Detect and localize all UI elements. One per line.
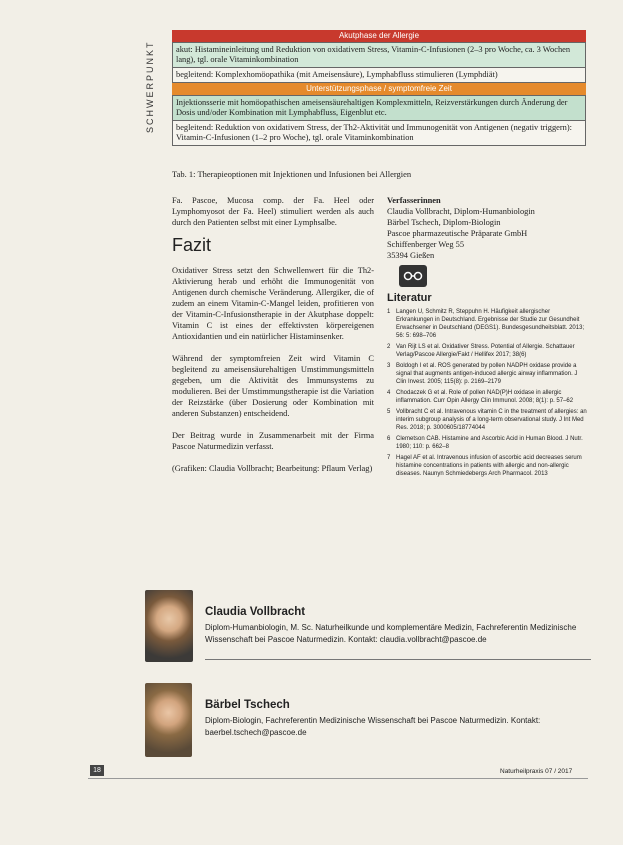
list-item: 4 Chodaczek G et al. Role of pollen NAD(P)H oxidase in allergic inflammation. Curr Opin Allergy Clin Immunol. 2008; 8(1): p. 57–62 <box>387 390 574 404</box>
divider <box>205 659 591 660</box>
list-item: 3 Boldogh I et al. ROS generated by pollen NADPH oxidase provide a signal that augments antigen-induced allergic airway inflammation. J Clin Invest. 2005; 115(8): p. 2169–2179 <box>387 363 578 385</box>
literature-heading: Literatur <box>387 292 432 304</box>
intro-paragraph: Fa. Pascoe, Mucosa comp. der Fa. Heel oder Lymphomyosot der Fa. Heel) stimuliert werden als auch durch den Patienten selbst mit einer Lymphsalbe. <box>172 196 374 227</box>
author-bio: Diplom-Humanbiologin, M. Sc. Naturheilkunde und komplementäre Medizin, Fachreferentin Medizinische Wissenschaft bei Pascoe Naturmedizin. Kontakt: claudia.vollbracht@pascoe.de <box>205 623 577 644</box>
paragraph: Oxidativer Stress setzt den Schwellenwert für die Th2-Aktivierung herab und erhöht die Immunogenität von Antigenen durch chemische Veränderung. Allergiker, die of zudem an einem Vitamin-C-Mangel leiden, profitieren von der Vitamin-C-Infusionstherapie in der Akutphase doppelt: Vitamin C ist eines der effektivsten körpereigenen Antioxidantien und ein natürlicher Histaminsenker. <box>172 266 374 341</box>
avatar <box>145 590 193 662</box>
paragraph: Während der symptomfreien Zeit wird Vitamin C begleitend zu ameisensäurehaltigen Umstimmungsmitteln gegeben, um die Aktivität des Immunsystems zu modulieren. Bei der Umstimmungstherapie ist die Variation der Reizstärke (über Dosierung oder Kombination mit anderen Substanzen) entscheidend. <box>172 354 374 418</box>
page-number: 18 <box>90 765 104 776</box>
therapy-table <box>172 30 586 146</box>
paragraph: (Grafiken: Claudia Vollbracht; Bearbeitung: Pflaum Verlag) <box>172 464 373 473</box>
author-bio: Diplom-Biologin, Fachreferentin Medizinische Wissenschaft bei Pascoe Naturmedizin. Kontakt: baerbel.tschech@pascoe.de <box>205 716 541 737</box>
author-line: 35394 Gießen <box>387 251 435 260</box>
section-heading-fazit: Fazit <box>172 235 212 255</box>
left-column <box>172 195 374 485</box>
divider <box>88 778 588 779</box>
table-header-support: Unterstützungsphase / symptomfreie Zeit <box>172 83 586 95</box>
author-line: Pascoe pharmazeutische Präparate GmbH <box>387 229 528 238</box>
list-item: 7 Hagel AF et al. Intravenous infusion of ascorbic acid decreases serum histamine concentrations in patients with allergic and non-allergic diseases. Naunyn Schmiedebergs Arch Pharmacol. 2013 <box>387 455 582 477</box>
list-item: 2 Van Rijt LS et al. Oxidativer Stress. Potential of Allergie. Schattauer Verlag/Pascoe Allergie/Fakt / Hellifex 2017; 38(6) <box>387 344 575 358</box>
author-block <box>145 590 585 670</box>
journal-title: Naturheilpraxis 07 / 2017 <box>500 768 573 775</box>
table-row: akut: Histamineinleitung und Reduktion von oxidativem Stress, Vitamin-C-Infusionen (2–3 pro Woche, ca. 3 Wochen lang), tgl. orale Vitaminkombination <box>172 42 586 68</box>
author-name: Claudia Vollbracht <box>205 606 306 618</box>
table-row: Injektionsserie mit homöopathischen ameisensäurehaltigen Komplexmitteln, Reizverstärkungen durch Änderung der Dosis und/oder Kombination mit Lymphabfluss, Eigenblut etc. <box>172 95 586 121</box>
table-row: begleitend: Komplexhomöopathika (mit Ameisensäure), Lymphabfluss stimulieren (Lymphdiät) <box>172 68 586 83</box>
author-name: Bärbel Tschech <box>205 699 290 711</box>
table-caption: Tab. 1: Therapieoptionen mit Injektionen und Infusionen bei Allergien <box>172 169 412 179</box>
list-item: 6 Clemetson CAB. Histamine and Ascorbic Acid in Human Blood. J Nutr. 1980; 110: p. 662–8 <box>387 436 583 450</box>
glasses-icon <box>399 265 427 287</box>
list-item: 5 Vollbracht C et al. Intravenous vitamin C in the treatment of allergies: an interim subgroup analysis of a long-term observational study. J Int Med Res. 2018; p. 3000605/18774044 <box>387 409 587 431</box>
list-item: 1 Langen U, Schmitz R, Steppuhn H. Häufigkeit allergischer Erkrankungen in Deutschland. Ergebnisse der Studie zur Gesundheit Erwachsener in Deutschland (DEGS1). Bundesgesundheitsblatt. 2013; 56: 5: 698–706 <box>387 309 585 339</box>
author-line: Claudia Vollbracht, Diplom-Humanbiologin <box>387 207 535 216</box>
author-line: Bärbel Tschech, Diplom-Biologin <box>387 218 501 227</box>
right-column <box>387 195 587 481</box>
table-header-acute: Akutphase der Allergie <box>172 30 586 42</box>
section-label: SCHWERPUNKT <box>145 40 155 133</box>
author-block <box>145 683 585 763</box>
author-line: Schiffenberger Weg 55 <box>387 240 465 249</box>
paragraph: Der Beitrag wurde in Zusammenarbeit mit der Firma Pascoe Naturmedizin verfasst. <box>172 431 374 451</box>
reference-list <box>387 308 587 478</box>
authors-heading: Verfasserinnen <box>387 196 441 205</box>
table-row: begleitend: Reduktion von oxidativem Stress, der Th2-Aktivität und Immunogenität von Antigenen (negativ triggern): Vitamin-C-Infusionen (1–2 pro Woche), tgl. orale Vitaminkombination <box>172 121 586 146</box>
avatar <box>145 683 192 757</box>
